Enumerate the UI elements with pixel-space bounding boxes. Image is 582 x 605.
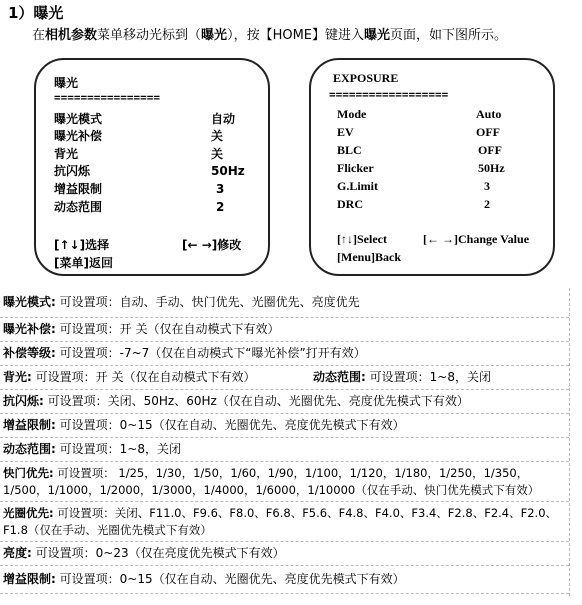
spec-row-gain-limit-2 bbox=[0, 566, 569, 594]
spec-label: 快门优先: bbox=[3, 466, 54, 480]
spec-table-border bbox=[569, 288, 570, 596]
spec-row-ev bbox=[0, 318, 569, 342]
spec-label: 动态范围: bbox=[3, 442, 56, 456]
menu-separator: ================ bbox=[54, 91, 160, 104]
hint-modify: [← →]修改 bbox=[182, 238, 242, 252]
menu-title: 曝光 bbox=[54, 76, 79, 90]
menu-key: 增益限制 bbox=[54, 182, 103, 196]
spec-text: 可设置项：1~8，关闭 bbox=[55, 442, 181, 456]
menu-value: 自动 bbox=[211, 112, 236, 126]
menu-value: 50Hz bbox=[478, 161, 505, 175]
intro-paragraph bbox=[32, 24, 507, 43]
spec-label: 增益限制: bbox=[3, 572, 56, 586]
menu-key: 曝光补偿 bbox=[54, 129, 103, 143]
spec-inline-drc bbox=[313, 369, 491, 386]
hint-back: [菜单]返回 bbox=[54, 256, 113, 270]
menu-value: OFF bbox=[478, 143, 502, 157]
menu-key: 抗闪烁 bbox=[54, 164, 91, 178]
spec-label: 增益限制: bbox=[3, 418, 56, 432]
spec-text: 可设置项：0~23（仅在亮度优先模式下有效） bbox=[31, 546, 285, 560]
menu-key: Mode bbox=[337, 107, 367, 121]
intro-text: 菜单移动光标到（ bbox=[97, 28, 202, 43]
spec-text: 可设置项：-7~7（仅在自动模式下“曝光补偿”打开有效） bbox=[55, 346, 366, 360]
spec-text: 可设置项：0~15（仅在自动、光圈优先、亮度优先模式下有效） bbox=[55, 572, 405, 586]
spec-text: 可设置项：关闭、F11.0、F9.6、F8.0、F6.8、F5.6、F4.8、F4.0、F3.4、F2.8、F2.4、F2.0、F1.8（仅在手动、光圈优先模式下有效） bbox=[3, 506, 558, 537]
spec-label: 抗闪烁: bbox=[3, 394, 44, 408]
spec-row-brightness bbox=[0, 542, 569, 566]
spec-row-shutter bbox=[0, 462, 569, 502]
spec-label: 补偿等级: bbox=[3, 346, 56, 360]
intro-bold: 相机参数 bbox=[45, 28, 98, 43]
spec-row-drc bbox=[0, 438, 569, 462]
spec-text: 可设置项：0~15（仅在自动、光圈优先、亮度优先模式下有效） bbox=[55, 418, 405, 432]
hint-select: [↑↓]Select bbox=[337, 232, 387, 246]
menu-separator: ================== bbox=[329, 88, 449, 101]
menu-key: Flicker bbox=[337, 161, 374, 175]
menu-value: OFF bbox=[476, 125, 500, 139]
spec-text: 可设置项： 1/25，1/30，1/50，1/60，1/90，1/100，1/120，1/180，1/250，1/350，1/500，1/1000，1/2000，1/3000，1/4000，1/6000，1/10000（仅在手动、快门优先模式下有效） bbox=[3, 466, 540, 497]
hint-back: [Menu]Back bbox=[337, 250, 401, 264]
spec-text: 可设置项：开 关（仅在自动模式下有效） bbox=[31, 370, 256, 384]
intro-bold: 曝光 bbox=[201, 28, 228, 43]
menu-key: 动态范围 bbox=[54, 200, 103, 214]
menu-value: 关 bbox=[211, 147, 224, 161]
menu-value: 2 bbox=[484, 197, 490, 211]
spec-row-iris bbox=[0, 502, 569, 542]
intro-bold: 曝光 bbox=[364, 28, 391, 43]
menu-key: G.Limit bbox=[337, 179, 378, 193]
spec-row-ev-level bbox=[0, 342, 569, 366]
spec-text: 可设置项：1~8，关闭 bbox=[365, 370, 491, 384]
intro-text: 在 bbox=[32, 28, 46, 43]
intro-text: ），按【HOME】键进入 bbox=[227, 28, 365, 43]
spec-row-gain-limit bbox=[0, 414, 569, 438]
section-heading: 1）曝光 bbox=[8, 4, 64, 22]
spec-label: 亮度: bbox=[3, 546, 32, 560]
menu-title: EXPOSURE bbox=[333, 71, 399, 85]
menu-key: BLC bbox=[337, 143, 362, 157]
menu-value: 3 bbox=[484, 179, 490, 193]
menu-value: 关 bbox=[211, 129, 224, 143]
spec-label: 曝光补偿: bbox=[3, 322, 56, 336]
menu-key: EV bbox=[337, 125, 354, 139]
menu-key: DRC bbox=[337, 197, 363, 211]
spec-text: 可设置项：开 关（仅在自动模式下有效） bbox=[55, 322, 280, 336]
osd-menu-english bbox=[309, 58, 555, 276]
hint-select: [↑↓]选择 bbox=[54, 238, 110, 252]
spec-row-flicker bbox=[0, 390, 569, 414]
spec-label: 动态范围: bbox=[313, 370, 366, 384]
spec-text: 可设置项：自动、手动、快门优先、光圈优先、亮度优先 bbox=[55, 295, 360, 309]
spec-row-blc bbox=[0, 366, 569, 390]
spec-label: 曝光模式: bbox=[3, 295, 56, 309]
menu-value: 3 bbox=[216, 182, 225, 196]
spec-label: 背光: bbox=[3, 370, 32, 384]
spec-row-exposure-mode bbox=[0, 294, 569, 318]
spec-label: 光圈优先: bbox=[3, 506, 54, 520]
hint-change-value: [← →]Change Value bbox=[423, 232, 530, 246]
menu-value: 2 bbox=[216, 200, 225, 214]
menu-value: 50Hz bbox=[211, 164, 245, 178]
menu-key: 曝光模式 bbox=[54, 112, 103, 126]
menu-value: Auto bbox=[476, 107, 502, 121]
osd-menu-chinese bbox=[34, 58, 270, 276]
spec-text: 可设置项：关闭、50Hz、60Hz（仅在自动、光圈优先、亮度优先模式下有效） bbox=[43, 394, 469, 408]
intro-text: 页面，如下图所示。 bbox=[390, 28, 508, 43]
menu-key: 背光 bbox=[54, 147, 79, 161]
